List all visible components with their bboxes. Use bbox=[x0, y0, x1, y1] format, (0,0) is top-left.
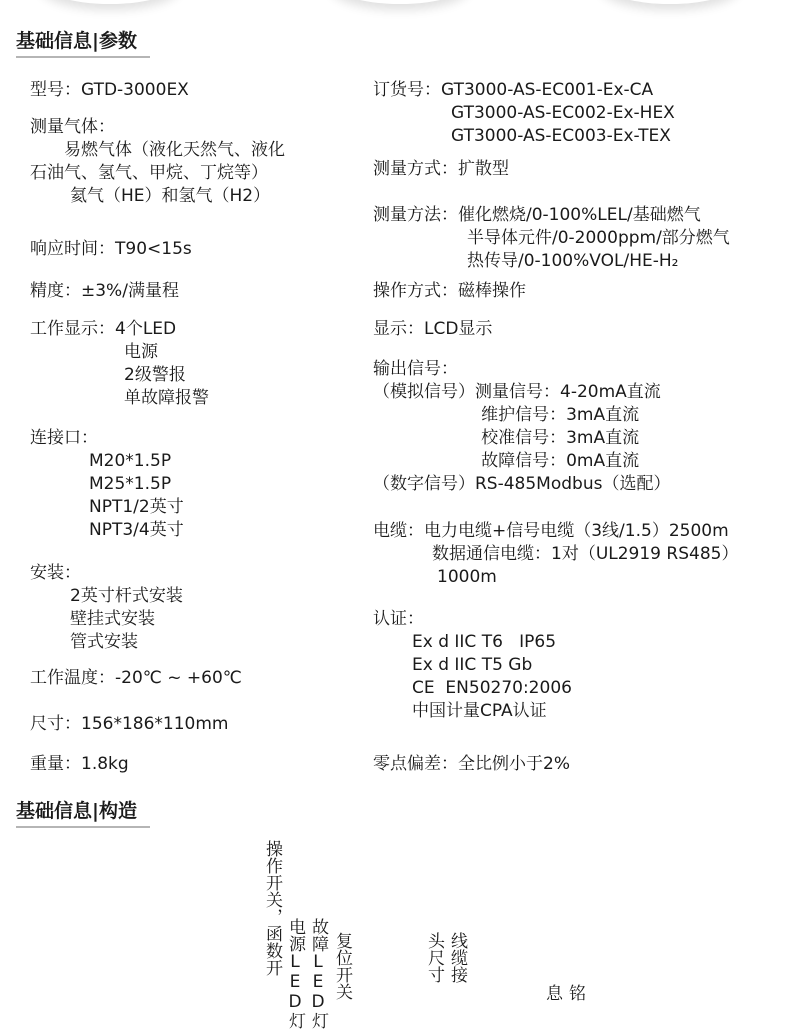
structure-label-operation-switch: 操作开关，函数开 bbox=[262, 840, 282, 976]
structure-label-info: 息 bbox=[542, 984, 562, 1001]
structure-label-head-size: 头尺寸 bbox=[424, 932, 444, 983]
spec-zero-offset: 零点偏差：全比例小于2% bbox=[373, 754, 570, 774]
top-decor-arc-mid bbox=[330, 0, 470, 4]
spec-model: 型号：GTD-3000EX bbox=[30, 80, 189, 100]
spec-accuracy: 精度：±3%/满量程 bbox=[30, 281, 179, 301]
top-decor-arc-left bbox=[40, 0, 180, 4]
section-title-params: 基础信息|参数 bbox=[16, 30, 137, 52]
spec-gas: 测量气体： 易燃气体（液化天然气、液化 石油气、氢气、甲烷、丁烷等） 氦气（HE）和氢气（H2） bbox=[30, 117, 285, 206]
spec-output-signal: 输出信号： （模拟信号）测量信号：4-20mA直流 维护信号：3mA直流 校准信号：3mA直流 故障信号：0mA直流 （数字信号）RS-485Modbus（选配） bbox=[373, 359, 671, 494]
section-header-params bbox=[16, 30, 150, 58]
section-underline bbox=[16, 826, 150, 828]
top-decor-arc-right bbox=[600, 0, 740, 4]
spec-connector: 连接口： M20*1.5P M25*1.5P NPT1/2英寸 NPT3/4英寸 bbox=[30, 428, 184, 540]
spec-measure-mode: 测量方式：扩散型 bbox=[373, 159, 509, 179]
structure-label-cable-connector: 线缆接 bbox=[447, 932, 467, 983]
section-underline bbox=[16, 56, 150, 58]
spec-operation: 操作方式：磁棒操作 bbox=[373, 281, 526, 301]
spec-temperature: 工作温度：-20℃ ~ +60℃ bbox=[30, 668, 242, 688]
spec-measure-method: 测量方法：催化燃烧/0-100%LEL/基础燃气 半导体元件/0-2000ppm/部分燃气 热传导/0-100%VOL/HE-H₂ bbox=[373, 205, 730, 271]
structure-label-reset-switch: 复位开关 bbox=[332, 932, 352, 1000]
structure-label-nameplate: 铭 bbox=[565, 984, 585, 1001]
section-title-structure: 基础信息|构造 bbox=[16, 800, 137, 822]
spec-work-display: 工作显示：4个LED 电源 2级警报 单故障报警 bbox=[30, 319, 209, 408]
spec-size: 尺寸：156*186*110mm bbox=[30, 714, 229, 734]
spec-cable: 电缆：电力电缆+信号电缆（3线/1.5）2500m 数据通信电缆：1对（UL2919 RS485） 1000m bbox=[373, 521, 739, 587]
spec-display: 显示：LCD显示 bbox=[373, 319, 493, 339]
structure-label-power-led: 电源LED灯 bbox=[285, 918, 305, 1029]
spec-weight: 重量：1.8kg bbox=[30, 754, 129, 774]
section-header-structure bbox=[16, 800, 150, 828]
spec-certification: 认证： Ex d IIC T6 IP65 Ex d IIC T5 Gb CE EN50270:2006 中国计量CPA认证 bbox=[373, 609, 572, 721]
structure-label-fault-led: 故障LED灯 bbox=[308, 918, 328, 1029]
spec-order-number: 订货号：GT3000-AS-EC001-Ex-CA GT3000-AS-EC002-Ex-HEX GT3000-AS-EC003-Ex-TEX bbox=[373, 80, 675, 146]
spec-install: 安装： 2英寸杆式安装 壁挂式安装 管式安装 bbox=[30, 563, 183, 652]
spec-response: 响应时间：T90<15s bbox=[30, 239, 192, 259]
